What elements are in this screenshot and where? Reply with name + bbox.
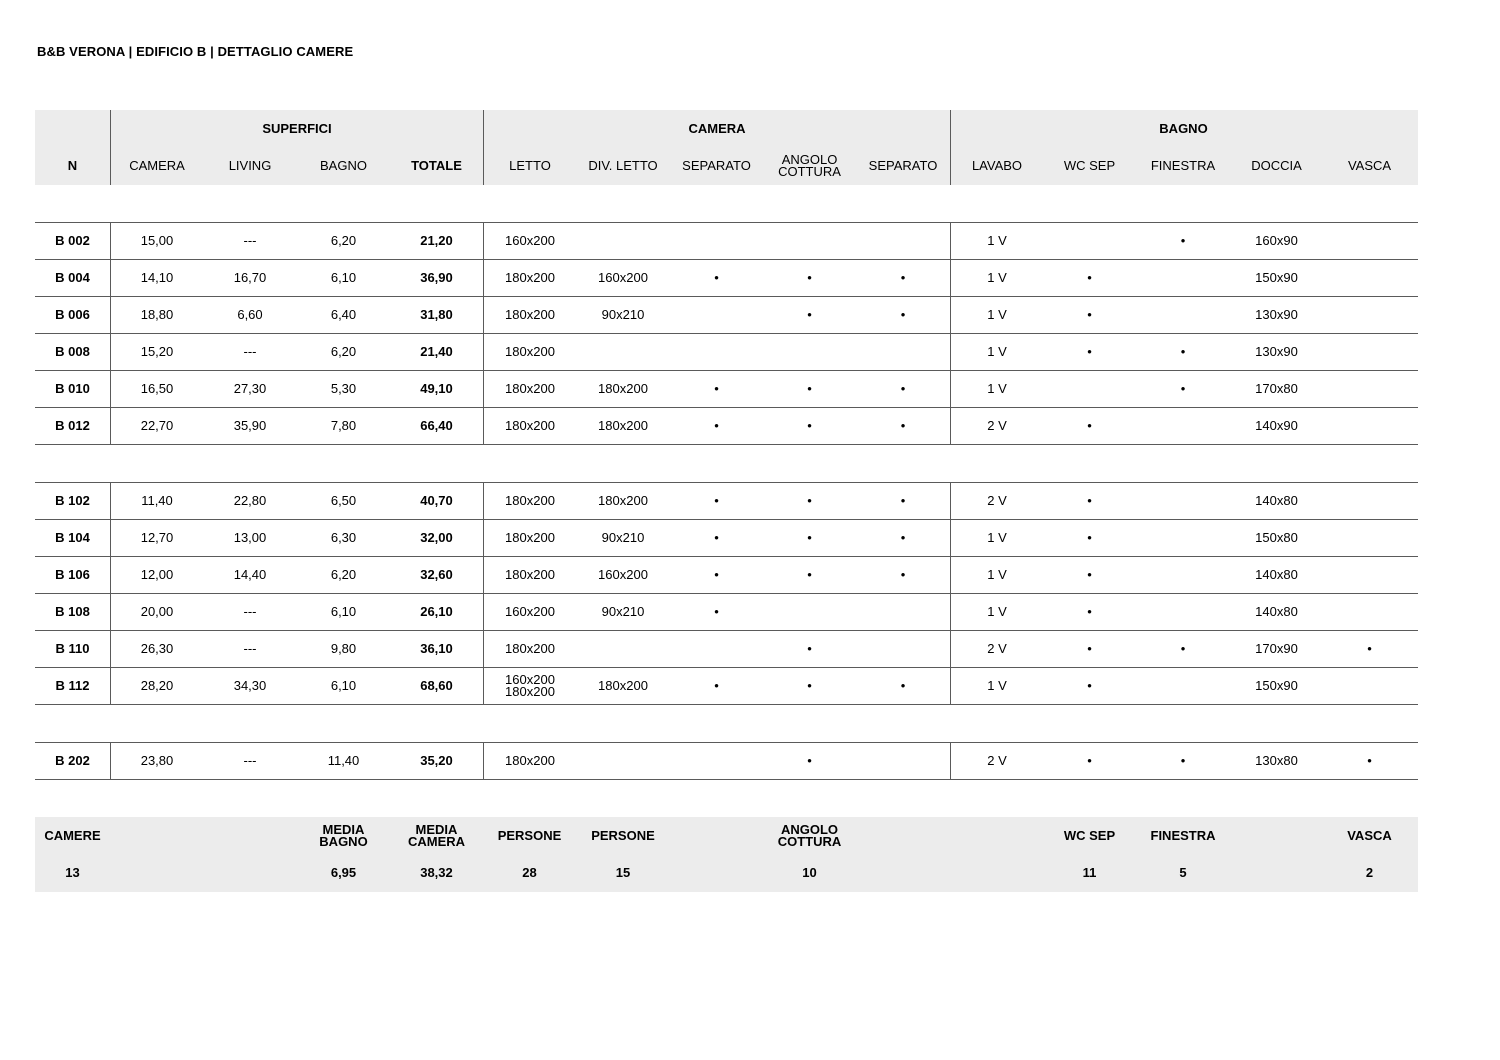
summary-label-row	[35, 817, 1418, 854]
cell-div-letto: 160x200	[598, 567, 648, 582]
cell-angolo-cottura	[763, 334, 856, 370]
sum-value-camere: 13	[65, 865, 80, 880]
col-angolo-line1: ANGOLO	[781, 152, 838, 167]
cell-living: 34,30	[233, 678, 267, 693]
cell-living: ---	[243, 641, 257, 656]
cell-separato-2: •	[900, 418, 906, 433]
cell-vasca	[1323, 668, 1416, 704]
cell-wc-sep: •	[1087, 678, 1092, 693]
cell-angolo-cottura: •	[807, 493, 812, 508]
sum-label-media-bagno	[297, 817, 390, 854]
cell-separato-2: •	[900, 567, 906, 582]
cell-lavabo: 1 V	[950, 223, 1043, 259]
cell-wc-sep: •	[1087, 418, 1092, 433]
cell-separato-2: •	[900, 678, 906, 693]
cell-angolo-cottura: •	[807, 567, 812, 582]
cell-doccia: 170x80	[1255, 381, 1298, 396]
cell-bagno: 6,20	[330, 344, 357, 359]
sum-label-angolo-1: ANGOLO	[780, 821, 839, 837]
floor-separator	[35, 705, 1418, 743]
sum-value-media-camera: 38,32	[420, 865, 453, 880]
cell-camera: 26,30	[110, 631, 203, 667]
cell-n: B 106	[55, 567, 90, 582]
cell-n: B 110	[55, 641, 90, 656]
sum-label-media-camera	[390, 817, 483, 854]
cell-camera: 12,70	[110, 520, 203, 556]
cell-vasca	[1323, 334, 1416, 370]
cell-finestra	[1136, 594, 1230, 630]
cell-div-letto: 160x200	[598, 270, 648, 285]
cell-angolo-cottura: •	[807, 753, 812, 768]
page-title: B&B VERONA | EDIFICIO B | DETTAGLIO CAMERE	[37, 44, 354, 59]
sum-empty-5	[950, 817, 1043, 854]
sum-label-camere: CAMERE	[44, 827, 101, 843]
cell-separato: •	[714, 567, 719, 582]
cell-totale: 49,10	[420, 381, 453, 396]
sum-label-vasca: VASCA	[1347, 827, 1392, 843]
col-camera: CAMERA	[110, 147, 203, 185]
sum-label-persone-1: PERSONE	[497, 827, 562, 843]
cell-living: 35,90	[233, 418, 267, 433]
cell-finestra	[1136, 297, 1230, 333]
cell-lavabo: 1 V	[950, 594, 1043, 630]
cell-totale: 68,60	[420, 678, 453, 693]
col-living: LIVING	[228, 158, 272, 173]
cell-vasca	[1323, 483, 1416, 519]
table-row	[35, 557, 1418, 594]
cell-finestra: •	[1180, 641, 1186, 656]
cell-totale: 26,10	[420, 604, 453, 619]
floor-separator	[35, 445, 1418, 483]
sum-label-wc-sep: WC SEP	[1063, 827, 1116, 843]
sum-label-media-camera-1: MEDIA	[415, 821, 458, 837]
cell-angolo-cottura	[763, 594, 856, 630]
col-angolo-cottura	[763, 147, 856, 185]
cell-letto: 180x200	[483, 334, 576, 370]
sum-vempty-5	[950, 854, 1043, 892]
cell-finestra	[1136, 520, 1230, 556]
cell-bagno: 6,30	[330, 530, 357, 545]
cell-letto: 180x200	[483, 520, 576, 556]
cell-letto: 180x200	[483, 557, 576, 593]
cell-div-letto: 90x210	[601, 307, 645, 322]
cell-div-letto	[576, 334, 670, 370]
sum-label-media-camera-2: CAMERA	[407, 833, 466, 849]
cell-camera: 15,20	[110, 334, 203, 370]
cell-camera: 23,80	[110, 743, 203, 779]
cell-letto-line1: 160x200	[505, 672, 555, 687]
cell-camera: 20,00	[110, 594, 203, 630]
cell-camera: 22,70	[110, 408, 203, 444]
cell-bagno: 9,80	[330, 641, 357, 656]
cell-angolo-cottura: •	[807, 641, 812, 656]
cell-n: B 002	[55, 233, 90, 248]
sum-label-persone-2: PERSONE	[591, 827, 655, 843]
sum-value-angolo: 10	[802, 865, 817, 880]
col-doccia: DOCCIA	[1251, 158, 1302, 173]
sum-value-wc-sep: 11	[1082, 865, 1097, 880]
table-row	[35, 594, 1418, 631]
cell-vasca	[1323, 260, 1416, 296]
sum-label-media-bagno-1: MEDIA	[322, 821, 365, 837]
cell-living: 22,80	[233, 493, 267, 508]
cell-bagno: 6,10	[330, 270, 357, 285]
cell-angolo-cottura: •	[807, 418, 812, 433]
summary-gap	[35, 780, 1418, 817]
cell-finestra: •	[1180, 753, 1186, 768]
table-row	[35, 371, 1418, 408]
cell-letto: 180x200	[483, 631, 576, 667]
cell-n: B 008	[55, 344, 90, 359]
table-row	[35, 631, 1418, 668]
cell-bagno: 6,40	[330, 307, 357, 322]
col-vasca: VASCA	[1347, 158, 1392, 173]
cell-totale: 66,40	[420, 418, 453, 433]
cell-letto: 180x200	[483, 408, 576, 444]
cell-bagno: 5,30	[330, 381, 357, 396]
cell-vasca	[1323, 594, 1416, 630]
sum-empty-4	[856, 817, 950, 854]
cell-separato: •	[714, 604, 719, 619]
cell-separato-2	[856, 223, 950, 259]
cell-separato-2: •	[900, 307, 906, 322]
cell-lavabo: 2 V	[950, 408, 1043, 444]
cell-doccia: 150x90	[1255, 270, 1298, 285]
cell-totale: 31,80	[420, 307, 453, 322]
col-lavabo: LAVABO	[950, 147, 1043, 185]
sum-label-angolo	[763, 817, 856, 854]
cell-letto: 180x200	[483, 371, 576, 407]
cell-angolo-cottura	[763, 223, 856, 259]
cell-letto: 160x200	[483, 594, 576, 630]
rooms-table	[35, 110, 1418, 892]
group-superfici: SUPERFICI	[110, 110, 483, 147]
cell-lavabo: 2 V	[950, 483, 1043, 519]
cell-bagno: 7,80	[330, 418, 357, 433]
cell-lavabo: 2 V	[950, 743, 1043, 779]
sum-value-persone-2: 15	[615, 865, 631, 880]
cell-doccia: 150x90	[1255, 678, 1298, 693]
cell-finestra	[1136, 668, 1230, 704]
cell-wc-sep: •	[1087, 753, 1092, 768]
cell-doccia: 140x80	[1255, 493, 1298, 508]
cell-doccia: 170x90	[1255, 641, 1298, 656]
cell-letto: 180x200	[483, 743, 576, 779]
cell-doccia: 140x90	[1255, 418, 1298, 433]
cell-doccia: 160x90	[1255, 233, 1298, 248]
cell-separato: •	[714, 678, 719, 693]
cell-separato-2: •	[900, 493, 906, 508]
cell-totale: 35,20	[420, 753, 453, 768]
cell-lavabo: 1 V	[950, 260, 1043, 296]
col-wc-sep: WC SEP	[1063, 158, 1116, 173]
cell-living: 13,00	[233, 530, 267, 545]
col-bagno: BAGNO	[320, 158, 367, 173]
cell-separato-2	[856, 631, 950, 667]
cell-doccia: 150x80	[1255, 530, 1298, 545]
table-row	[35, 743, 1418, 780]
cell-div-letto	[576, 223, 670, 259]
cell-bagno: 6,50	[330, 493, 357, 508]
group-cell-n	[35, 110, 110, 147]
sum-value-vasca: 2	[1365, 865, 1374, 880]
cell-wc-sep: •	[1087, 530, 1092, 545]
cell-div-letto	[576, 631, 670, 667]
cell-doccia: 130x80	[1255, 753, 1298, 768]
cell-angolo-cottura: •	[807, 307, 812, 322]
cell-bagno: 6,20	[330, 567, 357, 582]
cell-letto	[483, 668, 576, 704]
col-totale: TOTALE	[411, 158, 462, 173]
floor-separator	[35, 185, 1418, 223]
cell-n: B 012	[55, 418, 90, 433]
cell-doccia: 130x90	[1255, 307, 1298, 322]
cell-angolo-cottura: •	[807, 678, 812, 693]
cell-living: 27,30	[233, 381, 267, 396]
sum-value-persone-1: 28	[522, 865, 537, 880]
cell-separato	[670, 297, 763, 333]
cell-letto: 160x200	[483, 223, 576, 259]
table-body	[35, 185, 1418, 780]
cell-letto: 180x200	[483, 483, 576, 519]
cell-separato-2: •	[900, 270, 906, 285]
cell-div-letto: 180x200	[598, 493, 648, 508]
cell-letto: 180x200	[483, 260, 576, 296]
cell-n: B 102	[55, 493, 90, 508]
cell-camera: 18,80	[110, 297, 203, 333]
cell-camera: 28,20	[110, 668, 203, 704]
cell-n: B 202	[55, 753, 90, 768]
cell-n: B 010	[55, 381, 90, 396]
table-row	[35, 408, 1418, 445]
cell-camera: 11,40	[110, 483, 203, 519]
cell-separato-2	[856, 594, 950, 630]
cell-bagno: 11,40	[327, 753, 360, 768]
cell-living: ---	[243, 344, 257, 359]
cell-wc-sep: •	[1087, 641, 1092, 656]
cell-wc-sep: •	[1087, 604, 1092, 619]
cell-div-letto: 180x200	[598, 678, 648, 693]
sum-value-finestra: 5	[1179, 865, 1187, 880]
sum-label-angolo-2: COTTURA	[777, 833, 842, 849]
cell-div-letto	[576, 743, 670, 779]
sum-vempty-4	[856, 854, 950, 892]
cell-separato-2	[856, 334, 950, 370]
sum-vempty-3	[670, 854, 763, 892]
table-row	[35, 668, 1418, 705]
cell-vasca	[1323, 408, 1416, 444]
sum-empty-3	[670, 817, 763, 854]
cell-separato-2	[856, 743, 950, 779]
cell-angolo-cottura: •	[807, 530, 812, 545]
table-row	[35, 520, 1418, 557]
cell-lavabo: 1 V	[950, 668, 1043, 704]
cell-living: 6,60	[237, 307, 263, 322]
cell-totale: 32,60	[420, 567, 453, 582]
cell-lavabo: 1 V	[950, 297, 1043, 333]
sum-label-media-bagno-2: BAGNO	[319, 833, 368, 849]
cell-living: ---	[243, 753, 257, 768]
cell-letto: 180x200	[483, 297, 576, 333]
sum-label-finestra: FINESTRA	[1150, 827, 1216, 843]
col-div-letto: DIV. LETTO	[588, 158, 658, 173]
cell-finestra	[1136, 557, 1230, 593]
cell-vasca: •	[1367, 753, 1372, 768]
cell-finestra	[1136, 260, 1230, 296]
table-row	[35, 223, 1418, 260]
cell-wc-sep: •	[1087, 493, 1092, 508]
cell-n: B 004	[55, 270, 90, 285]
group-header-row	[35, 110, 1418, 147]
col-n: N	[67, 158, 78, 173]
cell-separato: •	[714, 270, 719, 285]
cell-separato	[670, 223, 763, 259]
table-row	[35, 334, 1418, 371]
cell-wc-sep: •	[1087, 344, 1092, 359]
cell-angolo-cottura: •	[807, 381, 812, 396]
cell-lavabo: 1 V	[950, 371, 1043, 407]
cell-separato	[670, 631, 763, 667]
cell-vasca	[1323, 223, 1416, 259]
cell-div-letto: 180x200	[598, 418, 648, 433]
cell-letto-line2: 180x200	[505, 684, 555, 699]
cell-vasca	[1323, 557, 1416, 593]
cell-doccia: 140x80	[1255, 604, 1298, 619]
cell-bagno: 6,20	[330, 233, 357, 248]
cell-n: B 108	[55, 604, 90, 619]
cell-living: 16,70	[233, 270, 267, 285]
table-row	[35, 260, 1418, 297]
cell-separato-2: •	[900, 530, 906, 545]
cell-camera: 12,00	[110, 557, 203, 593]
cell-totale: 40,70	[420, 493, 453, 508]
cell-wc-sep: •	[1087, 270, 1092, 285]
cell-separato: •	[714, 418, 719, 433]
cell-vasca	[1323, 520, 1416, 556]
cell-totale: 32,00	[420, 530, 453, 545]
cell-bagno: 6,10	[330, 604, 357, 619]
cell-div-letto: 90x210	[601, 530, 645, 545]
cell-n: B 104	[55, 530, 90, 545]
cell-wc-sep	[1043, 371, 1136, 407]
summary-value-row	[35, 854, 1418, 892]
cell-doccia: 130x90	[1255, 344, 1298, 359]
cell-totale: 21,40	[420, 344, 453, 359]
cell-totale: 36,10	[420, 641, 453, 656]
col-angolo-line2: COTTURA	[778, 164, 841, 179]
cell-lavabo: 1 V	[950, 557, 1043, 593]
cell-wc-sep: •	[1087, 307, 1092, 322]
cell-camera: 14,10	[110, 260, 203, 296]
cell-separato	[670, 334, 763, 370]
cell-angolo-cottura: •	[807, 270, 812, 285]
cell-finestra	[1136, 408, 1230, 444]
cell-n: B 112	[55, 678, 90, 693]
group-bagno: BAGNO	[950, 110, 1416, 147]
cell-lavabo: 1 V	[950, 520, 1043, 556]
cell-div-letto: 180x200	[598, 381, 648, 396]
col-separato: SEPARATO	[682, 158, 751, 173]
cell-separato	[670, 743, 763, 779]
col-separato-2: SEPARATO	[868, 158, 938, 173]
cell-wc-sep	[1043, 223, 1136, 259]
cell-living: ---	[243, 604, 257, 619]
sum-vempty-2	[203, 854, 297, 892]
cell-separato: •	[714, 530, 719, 545]
sum-vempty-1	[110, 854, 203, 892]
sum-vempty-6	[1230, 854, 1323, 892]
cell-camera: 16,50	[110, 371, 203, 407]
cell-div-letto: 90x210	[601, 604, 645, 619]
table-row	[35, 297, 1418, 334]
cell-separato: •	[714, 381, 719, 396]
cell-wc-sep: •	[1087, 567, 1092, 582]
sum-empty-6	[1230, 817, 1323, 854]
cell-lavabo: 1 V	[950, 334, 1043, 370]
cell-finestra: •	[1180, 344, 1186, 359]
cell-separato-2: •	[900, 381, 906, 396]
cell-vasca: •	[1367, 641, 1372, 656]
sum-empty-1	[110, 817, 203, 854]
sum-value-media-bagno: 6,95	[330, 865, 357, 880]
table-row	[35, 483, 1418, 520]
cell-totale: 36,90	[420, 270, 453, 285]
cell-finestra	[1136, 483, 1230, 519]
cell-bagno: 6,10	[330, 678, 357, 693]
cell-vasca	[1323, 297, 1416, 333]
col-letto: LETTO	[483, 147, 576, 185]
cell-finestra: •	[1180, 233, 1186, 248]
col-finestra: FINESTRA	[1150, 158, 1216, 173]
cell-vasca	[1323, 371, 1416, 407]
cell-camera: 15,00	[110, 223, 203, 259]
cell-lavabo: 2 V	[950, 631, 1043, 667]
cell-living: ---	[243, 233, 257, 248]
group-camera: CAMERA	[483, 110, 950, 147]
cell-n: B 006	[55, 307, 90, 322]
cell-finestra: •	[1180, 381, 1186, 396]
cell-living: 14,40	[233, 567, 267, 582]
cell-separato: •	[714, 493, 719, 508]
column-header-row	[35, 147, 1418, 185]
cell-doccia: 140x80	[1255, 567, 1298, 582]
sum-empty-2	[203, 817, 297, 854]
cell-totale: 21,20	[420, 233, 453, 248]
